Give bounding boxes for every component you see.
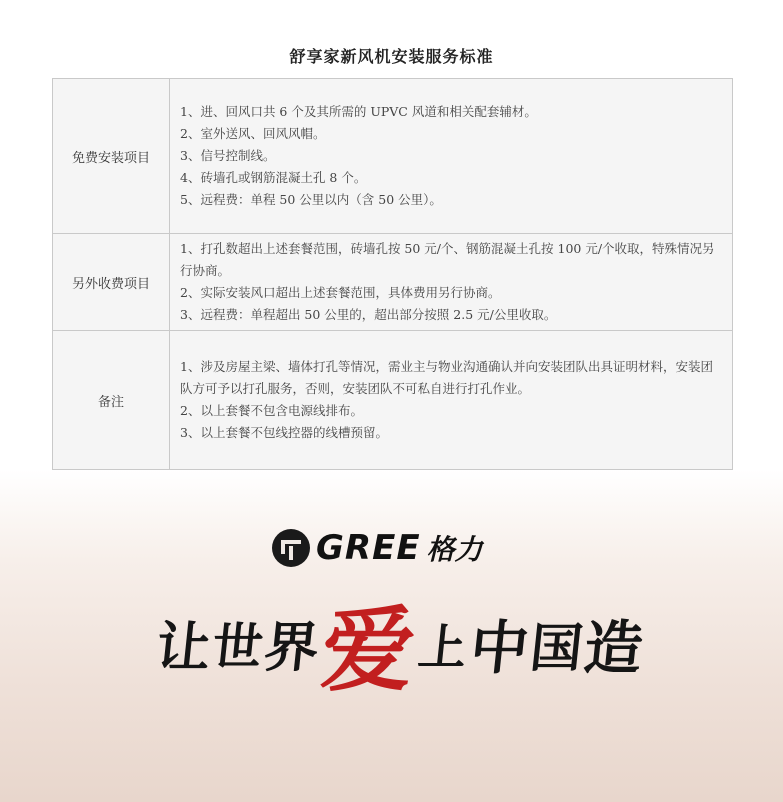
list-item: 2、室外送风、回风风帽。 xyxy=(180,126,326,141)
category-cell: 免费安装项目 xyxy=(53,79,170,234)
brand-name-en: GREE xyxy=(316,528,421,568)
slogan-char: 国 xyxy=(527,617,586,679)
table-row xyxy=(53,331,733,470)
list-item: 3、远程费：单程超出 50 公里的，超出部分按照 2.5 元/公里收取。 xyxy=(180,307,557,322)
content-cell xyxy=(170,79,733,234)
list-item: 2、以上套餐不包含电源线排布。 xyxy=(180,403,363,418)
table-row xyxy=(53,234,733,331)
gree-logo xyxy=(272,528,483,568)
category-cell: 备注 xyxy=(53,331,170,470)
slogan-char: 界 xyxy=(261,614,322,679)
list-item: 4、砖墙孔或钢筋混凝土孔 8 个。 xyxy=(180,170,367,185)
slogan-char: 上 xyxy=(415,619,470,676)
category-cell: 另外收费项目 xyxy=(53,234,170,331)
list-item: 2、实际安装风口超出上述套餐范围，具体费用另行协商。 xyxy=(180,285,501,300)
slogan-char: 世 xyxy=(209,617,266,676)
content-cell xyxy=(170,331,733,470)
brand-slogan xyxy=(153,588,647,704)
table-row xyxy=(53,79,733,234)
list-item: 1、涉及房屋主梁、墙体打孔等情况，需业主与物业沟通确认并向安装团队出具证明材料，安装团队方可予以打孔服务，否则，安装团队不可私自进行打孔作业。 xyxy=(180,359,713,396)
list-item: 3、以上套餐不包线控器的线槽预留。 xyxy=(180,425,388,440)
gree-emblem-icon xyxy=(272,529,310,567)
service-standard-table xyxy=(52,78,733,470)
list-item: 5、远程费：单程 50 公里以内（含 50 公里）。 xyxy=(180,192,442,207)
list-item: 3、信号控制线。 xyxy=(180,148,276,163)
slogan-char: 中 xyxy=(466,614,533,682)
brand-name-cn: 格力 xyxy=(426,533,483,566)
list-item: 1、进、回风口共 6 个及其所需的 UPVC 风道和相关配套辅材。 xyxy=(180,104,537,119)
slogan-char: 造 xyxy=(580,614,647,682)
slogan-char: 让 xyxy=(153,614,214,679)
content-cell xyxy=(170,234,733,331)
list-item: 1、打孔数超出上述套餐范围，砖墙孔按 50 元/个、钢筋混凝土孔按 100 元/个收取，特殊情况另行协商。 xyxy=(180,241,715,278)
slogan-char-highlight: 爱 xyxy=(316,596,420,704)
page-title: 舒享家新风机安装服务标准 xyxy=(289,47,494,66)
